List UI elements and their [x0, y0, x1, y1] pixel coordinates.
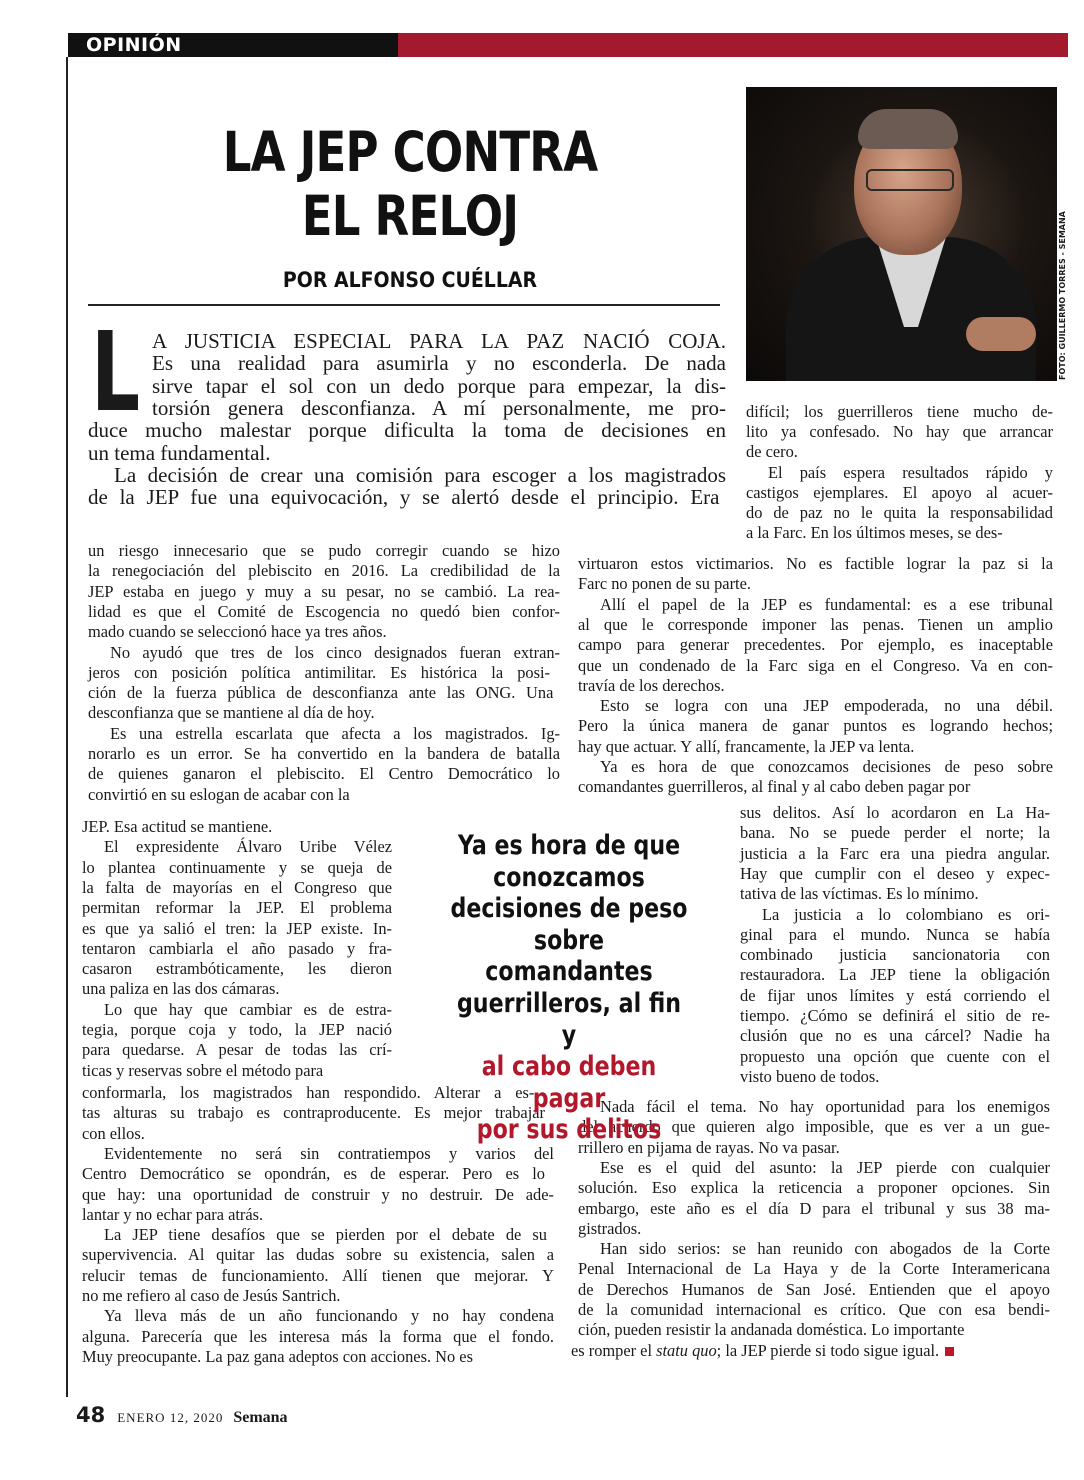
publication-name: Semana [233, 1409, 288, 1426]
text-line: embargo, este año es el día D para el tribunal y sus 38 ma- [578, 1198, 1050, 1218]
text-line: Evidentemente no será sin contratiempos y varios del [104, 1143, 554, 1163]
text-line: Esto se logra con una JEP empoderada, no una débil. [600, 696, 1053, 716]
text-line: lito ya confesado. No hay que arrancar [746, 422, 1053, 442]
pull-quote-line: guerrilleros, al fin y [456, 987, 682, 1051]
text-line: de la comunidad internacional es crítico. Que con esa bendi- [578, 1300, 1050, 1319]
text-line: virtuaron estos victimarios. No es factible lograr la paz si la [578, 554, 1053, 573]
text-line: El país espera resultados rápido y [768, 462, 1053, 482]
text-line: campo para generar precedentes. Por ejemplo, es inaceptable [578, 635, 1053, 655]
author-photo-glasses [866, 169, 954, 191]
issue-date: ENERO 12, 2020 [117, 1410, 224, 1425]
text-line: Muy preocupante. La paz gana adeptos con acciones. No es [82, 1346, 473, 1366]
text-line: combinado justicia sancionatoria con [740, 945, 1050, 965]
text-line: casaron estrambóticamente, les dieron [82, 959, 392, 979]
pull-quote [450, 830, 688, 1146]
lead-line: sirve tapar el sol con un dedo porque para empezar, la dis- [152, 373, 726, 398]
text-line: difícil; los guerrilleros tiene mucho de- [746, 402, 1053, 421]
text-line: Lo que hay que cambiar es de estra- [104, 999, 392, 1019]
author-photo-hair [858, 109, 958, 149]
text-line: Es una estrella escarlata que afecta a los magistrados. Ig- [110, 723, 560, 743]
text-line: JEP estaba en juego y muy a su pesar, no se cambió. La rea- [88, 581, 560, 601]
text-line: La justicia a lo colombiano es ori- [762, 904, 1050, 924]
text-line: Penal Internacional de La Haya y de la Corte Interamericana [578, 1259, 1050, 1279]
article-title [197, 120, 623, 248]
text-line: Hay que cumplir con el deseo y expec- [740, 863, 1050, 883]
final-line-text: es romper el [571, 1340, 657, 1360]
text-line: relucir temas de funcionamiento. Allí tienen que mejorar. Y [82, 1265, 554, 1285]
text-line: la falta de mayorías en el Congreso que [82, 877, 392, 897]
text-line: Han sido serios: se han reunido con abogados de la Corte [600, 1239, 1050, 1259]
text-line: rrillero en pijama de rayas. No va pasar. [578, 1137, 840, 1157]
text-line: norarlo es un error. Se ha convertido en la bandera de batalla [88, 744, 560, 763]
drop-cap-letter: L [91, 308, 141, 436]
pull-quote-line-red: al cabo deben pagar [481, 1051, 657, 1114]
lead-line: La decisión de crear una comisión para escoger a los magistrados [114, 462, 726, 487]
byline: POR ALFONSO CUÉLLAR [282, 268, 538, 292]
text-line: de fijar unos límites y está corriendo el [740, 985, 1050, 1005]
text-line: gistrados. [578, 1218, 642, 1238]
text-line: jeros con posición política antimilitar. Es histórica la posi- [88, 662, 550, 682]
text-line: la renegociación del plebiscito en 2016. La credibilidad de la [88, 561, 560, 581]
text-line: un riesgo innecesario que se pudo corregir cuando se hizo [88, 541, 560, 560]
text-line: del acuerdo que quieren algo imposible, que es ver a un gue- [578, 1117, 1050, 1137]
text-line: Nada fácil el tema. No hay oportunidad para los enemigos [600, 1097, 1050, 1116]
lead-line: duce mucho malestar porque dificulta la toma de decisiones en [88, 418, 726, 443]
text-line: al que le corresponde imponer las penas. Tienen un amplio [578, 614, 1053, 634]
text-line: lidad es que el Comité de Escogencia no quedó bien confor- [88, 601, 560, 621]
text-line: una paliza en las dos cámaras. [82, 979, 280, 999]
photo-credit-text: FOTO: GUILLERMO TORRES - SEMANA [1058, 211, 1067, 380]
text-line: clusión que no es una cárcel? Nadie ha [740, 1026, 1050, 1046]
drop-cap [91, 308, 141, 436]
author-photo [746, 87, 1057, 381]
lead-line: un tema fundamental. [88, 440, 271, 465]
author-photo-hand [966, 317, 1036, 351]
text-line: visto bueno de todos. [740, 1066, 880, 1086]
photo-credit [1058, 211, 1072, 380]
text-line: Farc no ponen de su parte. [578, 574, 751, 594]
text-line: La JEP tiene desafíos que se pierden por el debate de su [104, 1225, 547, 1245]
text-line: convirtió en su eslogan de acabar con la [88, 784, 350, 804]
text-line: alguna. Parecería que les interesa más la forma que el fondo. [82, 1326, 554, 1346]
final-line [571, 1341, 954, 1361]
text-line: de cero. [746, 442, 798, 462]
pull-quote-line-red: por sus delitos [476, 1114, 662, 1146]
pull-quote-line: conozcamos [493, 861, 645, 893]
text-line: El expresidente Álvaro Uribe Vélez [104, 837, 392, 857]
text-line: hay que actuar. Y allí, francamente, la JEP va lenta. [578, 736, 915, 756]
page-footer [76, 1403, 288, 1427]
pull-quote-line: Ya es hora de que [457, 830, 681, 861]
end-of-article-mark [945, 1347, 954, 1356]
text-line: bana. No se puede perder el norte; la [740, 823, 1050, 843]
text-line: sus delitos. Así lo acordaron en La Ha- [740, 803, 1050, 822]
text-line: Pero la única manera de ganar puntos es logrando hechos; [578, 716, 1053, 736]
pull-quote-line: decisiones de peso [450, 893, 688, 925]
text-line: ticas y reservas sobre el método para [82, 1060, 324, 1080]
text-line: tativa de las víctimas. Es lo mínimo. [740, 884, 979, 904]
text-line: que hay: una oportunidad de construir y no destruir. De ade- [82, 1184, 554, 1204]
text-line: ginal para el mundo. Nunca se había [740, 924, 1050, 944]
text-line: No ayudó que tres de los cinco designados fueran extran- [110, 642, 560, 662]
text-line: lo plantea continuamente y se queja de [82, 857, 392, 877]
article-title-line-2: EL RELOJ [301, 184, 519, 248]
lead-line: Es una realidad para asumirla y no esconderla. De nada [152, 351, 726, 376]
text-line: con ellos. [82, 1123, 145, 1143]
text-line: tegia, porque coja y todo, la JEP nació [82, 1020, 392, 1039]
text-line: restauradora. La JEP tiene la obligación [740, 965, 1050, 985]
article-title-line-1: LA JEP CONTRA [222, 120, 598, 184]
final-line-italic: statu quo [656, 1340, 717, 1360]
text-line: ción, pueden resistir la andanada doméstica. Lo importante [578, 1320, 965, 1340]
text-line: Ya es hora de que conozcamos decisiones de peso sobre [600, 757, 1053, 776]
text-line: propuesto una opción que cuente con el [740, 1046, 1050, 1066]
text-line: JEP. Esa actitud se mantiene. [82, 817, 273, 836]
text-line: a la Farc. En los últimos meses, se des- [746, 523, 1003, 543]
text-line: conformarla, los magistrados han respondido. Alterar a es- [82, 1083, 535, 1102]
text-line: que un condenado de la Farc siga en el Congreso. Va en con- [578, 655, 1053, 675]
text-line: justicia a la Farc era una piedra angular. [740, 843, 1050, 863]
text-line: do de paz no le quita la responsabilidad [746, 503, 1053, 522]
text-line: Ya lleva más de un año funcionando y no hay condena [104, 1306, 554, 1326]
text-line: comandantes guerrilleros, al final y al cabo deben pagar por [578, 777, 971, 797]
page-frame-rule [66, 57, 68, 1397]
text-line: castigos ejemplares. El apoyo al acuer- [746, 482, 1053, 502]
text-line: desconfianza que se mantiene al día de hoy. [88, 703, 375, 723]
text-line: permitan reformar la JEP. El problema [82, 898, 392, 918]
final-line-text-end: ; la JEP pierde si todo sigue igual. [716, 1340, 940, 1360]
text-line: Centro Democrático se opondrán, es de esperar. Pero es lo [82, 1164, 545, 1184]
text-line: Ese es el quid del asunto: la JEP pierde con cualquier [600, 1157, 1050, 1177]
lead-line: A JUSTICIA ESPECIAL PARA LA PAZ NACIÓ COJA. [152, 329, 726, 353]
text-line: solución. Eso explica la reticencia a proponer opciones. Sin [578, 1178, 1050, 1198]
text-line: tentaron cambiarla el año pasado y fra- [82, 938, 392, 958]
section-bar-accent [398, 33, 1068, 57]
page-number: 48 [76, 1403, 106, 1427]
text-line: de quienes ganaron el plebiscito. El Centro Democrático lo [88, 764, 560, 784]
text-line: no me refiero al caso de Jesús Santrich. [82, 1286, 341, 1305]
title-divider [88, 304, 720, 306]
text-line: es que ya salió el tren: la JEP existe. In- [82, 918, 392, 938]
text-line: mado cuando se seleccionó hace ya tres años. [88, 622, 387, 642]
lead-line: torsión genera desconfianza. A mí personalmente, me pro- [152, 395, 726, 420]
lead-line: de la JEP fue una equivocación, y se alertó desde el principio. Era [88, 485, 720, 510]
text-line: de Derechos Humanos de San José. Entienden que el apoyo [578, 1279, 1050, 1299]
text-line: travía de los derechos. [578, 675, 725, 695]
text-line: ción de la fuerza pública de desconfianza ante las ONG. Una [88, 683, 554, 703]
text-line: Allí el papel de la JEP es fundamental: es a ese tribunal [600, 594, 1053, 614]
section-label: OPINIÓN [86, 34, 182, 56]
text-line: para quedarse. A pesar de todas las crí- [82, 1040, 392, 1060]
text-line: lantar y no echar para atrás. [82, 1204, 264, 1224]
text-line: supervivencia. Al quitar las dudas sobre su existencia, salen a [82, 1245, 554, 1265]
text-line: tas alturas su trabajo es contraproducente. Es mejor trabajar [82, 1103, 545, 1123]
text-line: tiempo. ¿Cómo se definirá el sitio de re- [740, 1006, 1050, 1025]
pull-quote-line: sobre comandantes [485, 924, 653, 988]
